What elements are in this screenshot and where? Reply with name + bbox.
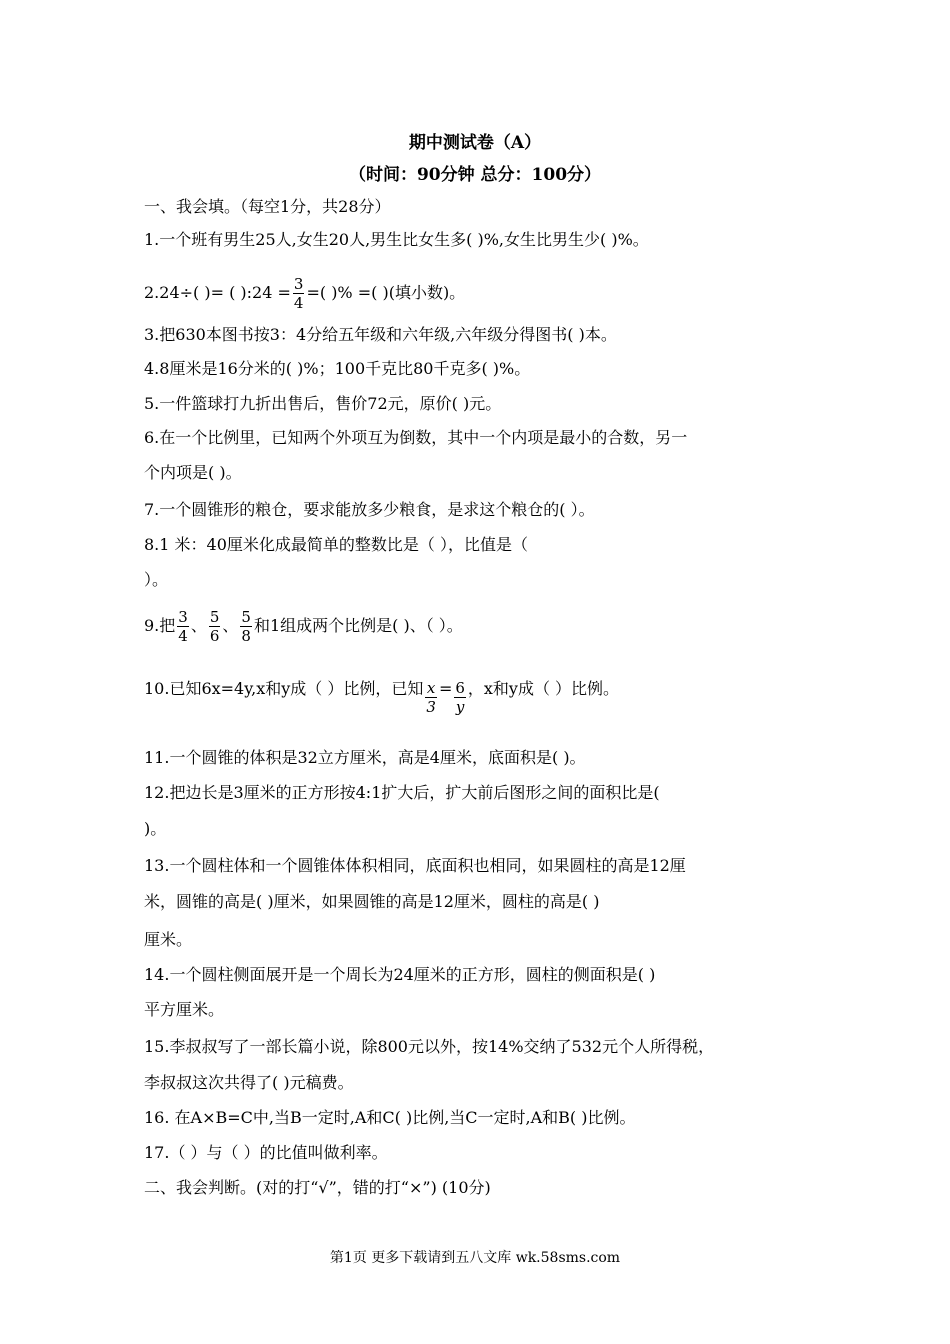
- question-2-part-a: 2.24÷( )= ( ):24 =: [144, 283, 291, 302]
- question-10-part-a: 10.已知6x=4y,x和y成（ ）比例，已知: [144, 679, 424, 698]
- question-16: 16. 在A×B=C中,当B一定时,A和C( )比例,当C一定时,A和B( )比例。: [144, 1108, 636, 1127]
- question-9-prefix: 9.把: [144, 616, 176, 635]
- question-13-line-1: 13.一个圆柱体和一个圆锥体体积相同，底面积也相同，如果圆柱的高是12厘: [144, 856, 686, 875]
- question-13-line-2: 米，圆锥的高是( )厘米，如果圆锥的高是12厘米，圆柱的高是( ): [144, 892, 600, 911]
- page-footer: 第1页 更多下载请到五八文库 wk.58sms.com: [329, 1250, 621, 1266]
- fraction-three-quarters: [177, 608, 189, 645]
- question-9-suffix: 和1组成两个比例是( )、（ ）。: [253, 616, 463, 635]
- section-2-heading: 二、我会判断。(对的打“√”，错的打“×”) (10分): [144, 1178, 491, 1197]
- question-4: 4.8厘米是16分米的( )%；100千克比80千克多( )%。: [144, 359, 531, 378]
- question-10: [144, 679, 619, 716]
- question-6-line-2: 个内项是( )。: [144, 463, 242, 482]
- question-12-line-2: )。: [144, 819, 167, 838]
- separator: 、: [190, 616, 207, 635]
- question-14-line-2: 平方厘米。: [144, 1000, 225, 1019]
- question-17: 17.（ ）与（ ）的比值叫做利率。: [144, 1143, 388, 1162]
- exam-subtitle: （时间：90分钟 总分：100分）: [348, 165, 602, 185]
- question-1: 1.一个班有男生25人,女生20人,男生比女生多( )%,女生比男生少( )%。: [144, 230, 649, 249]
- fraction-denominator: y: [455, 698, 465, 716]
- question-2: [144, 275, 465, 312]
- fraction-denominator: 4: [178, 627, 188, 645]
- question-2-fraction: [293, 275, 305, 312]
- question-2-part-b: =( )% =( )(填小数)。: [306, 283, 466, 302]
- exam-title: 期中测试卷（A）: [408, 133, 542, 153]
- fraction-denominator: 4: [293, 294, 304, 312]
- fraction-numerator: 6: [455, 679, 465, 697]
- fraction-five-sixths: [209, 608, 221, 645]
- fraction-denominator: 8: [241, 627, 251, 645]
- fraction-denominator: 6: [209, 627, 220, 645]
- question-5: 5.一件篮球打九折出售后，售价72元，原价( )元。: [144, 394, 502, 413]
- question-6-line-1: 6.在一个比例里，已知两个外项互为倒数，其中一个内项是最小的合数，另一: [144, 428, 688, 447]
- question-9: [144, 608, 463, 645]
- fraction-numerator: 3: [293, 275, 304, 293]
- question-15-line-1: 15.李叔叔写了一部长篇小说，除800元以外，按14%交纳了532元个人所得税，: [144, 1037, 715, 1056]
- fraction-numerator: x: [426, 679, 436, 697]
- fraction-numerator: 5: [209, 608, 220, 626]
- fraction-five-eighths: [240, 608, 252, 645]
- fraction-numerator: 3: [178, 608, 188, 626]
- question-3: 3.把630本图书按3：4分给五年级和六年级,六年级分得图书( )本。: [144, 325, 617, 344]
- question-12-line-1: 12.把边长是3厘米的正方形按4:1扩大后，扩大前后图形之间的面积比是(: [144, 783, 660, 802]
- question-8-line-1: 8.1 米：40厘米化成最简单的整数比是（ ），比值是（: [144, 535, 528, 554]
- question-14-line-1: 14.一个圆柱侧面展开是一个周长为24厘米的正方形，圆柱的侧面积是( ): [144, 965, 656, 984]
- question-15-line-2: 李叔叔这次共得了( )元稿费。: [144, 1073, 354, 1092]
- equals-sign: =: [438, 679, 453, 698]
- question-13-line-3: 厘米。: [144, 930, 193, 949]
- separator: 、: [222, 616, 239, 635]
- fraction-x-over-3: [425, 679, 437, 716]
- question-8-line-2: ）。: [144, 570, 169, 589]
- question-11: 11.一个圆锥的体积是32立方厘米，高是4厘米，底面积是( )。: [144, 748, 586, 767]
- fraction-denominator: 3: [426, 698, 436, 716]
- fraction-6-over-y: [454, 679, 466, 716]
- fraction-numerator: 5: [241, 608, 251, 626]
- question-10-part-b: ，x和y成（ ）比例。: [467, 679, 620, 698]
- question-7: 7.一个圆锥形的粮仓，要求能放多少粮食，是求这个粮仓的( ）。: [144, 500, 595, 519]
- section-1-heading: 一、我会填。（每空1分，共28分）: [144, 197, 391, 216]
